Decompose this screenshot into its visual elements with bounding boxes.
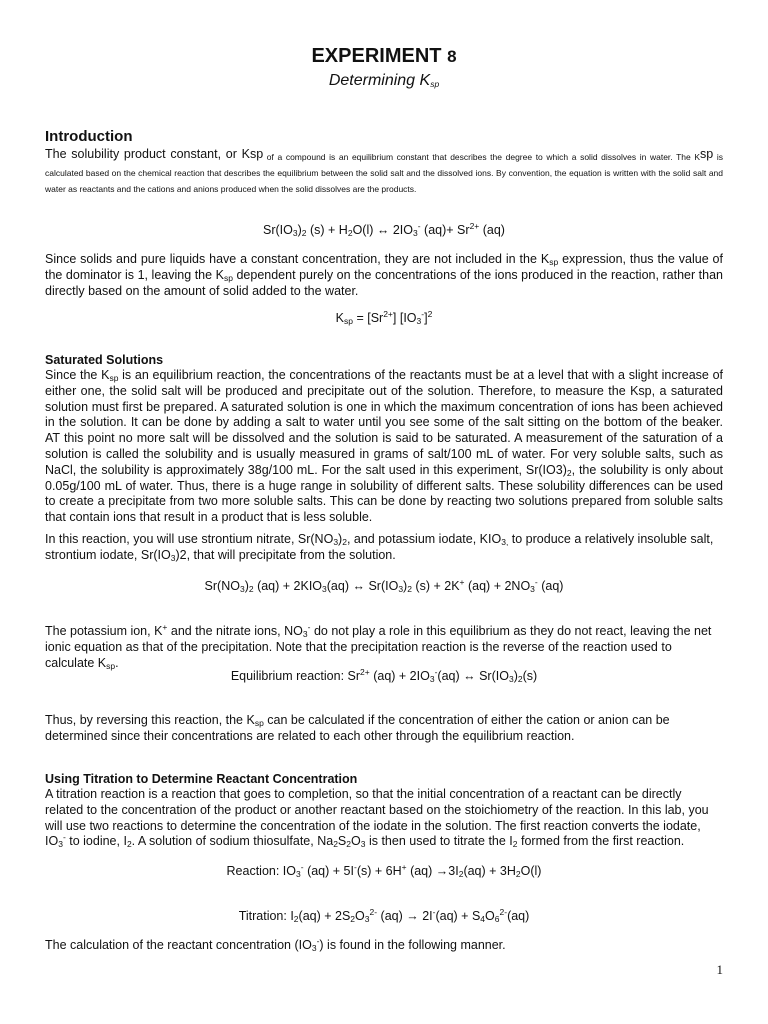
intro-paragraph-1: The solubility product constant, or Ksp $_{of a compound is an equilibrium constant that describes the degree to which a solid dissolves in water. The K}$sp $_{is calculated based on the chemical reaction that describes the equilibrium between the solid salt and the dissolved ions. By convention, the equation is written with the solid salt and water as reactants and the cations and anions produced when the solid dissolves are the products.}$ [45, 147, 724, 194]
saturated-paragraph-2: In this reaction, you will use strontium nitrate, $Sr(NO_3)_2$, and potassium iodate, $KIO_{3,}$ to produce a relatively insoluble salt, strontium iodate, $Sr(IO_3)2$, that will precipitate from the solution. [45, 532, 714, 563]
page-subtitle: Determining $K_{sp}$ [328, 72, 440, 89]
equilibrium-reaction: Equilibrium reaction: $Sr^{2+}$ $(aq) + 2IO_3^-(aq)$ ↔ $Sr(IO_3)_2(s)$ [230, 667, 538, 684]
saturated-paragraph-4: Thus, by reversing this reaction, the $K_{sp}$ can be calculated if the concentration of either the cation or anion can be determined since their concentrations are related to each other through the equilibrium reaction. [45, 713, 670, 743]
section-heading-introduction: Introduction [45, 128, 133, 145]
titration-paragraph-1: A titration reaction is a reaction that goes to completion, so that the initial concentration of a reactant can be directly related to the concentration of the product or another reactant based on the stoichiometry of the reaction. In this lab, you will use two reactions to determine the concentration of the iodate in the solution. The first reaction converts the iodate, $IO_3^-$ to iodine, $I_2$. A solution of sodium thiosulfate, $Na_2S_2O_3$ is then used to titrate the $I_2$ formed from the first reaction. [45, 787, 709, 850]
section-heading-titration: Using Titration to Determine Reactant Concentration [45, 772, 358, 786]
iodate-reaction: Reaction: $IO_3^-$ (aq) + 5I-(s) + 6H+ $(aq) \to 3I_2(aq) + 3H_2O(l)$ [226, 862, 542, 879]
titration-paragraph-2: The calculation of the reactant concentration $(IO_3^-)$ is found in the following manner. [45, 936, 506, 953]
page-number: 1 [716, 962, 723, 977]
saturated-paragraph-3: The potassium ion, K+ and the nitrate ions, $NO_3^-$ do not play a role in this equilibrium as they do not react, leaving the net ionic equation as that of the precipitation. Note that the precipitation reaction is the reverse of the reaction used to calculate $K_{sp}$. [45, 622, 712, 671]
section-heading-saturated-solutions: Saturated Solutions [45, 353, 164, 367]
ksp-expression: $K_{sp} = [Sr^{2+}]$ $[IO_3^-]^2$ [335, 309, 433, 326]
intro-paragraph-2: Since solids and pure liquids have a constant concentration, they are not included in the $K_{sp}$ expression, thus the value of the dominator is 1, leaving the $K_{sp}$ dependent purely on the concentrations of the ions produced in the reaction, rather than directly based on the amount of solid added to the water. [45, 252, 724, 298]
precipitation-equation: $Sr(NO_3)_2$ $(aq) + 2KIO_3(aq)$ ↔ $Sr(IO_3)_2$ (s) + 2K+ $(aq) + 2NO_3^-$ (aq) [204, 577, 564, 594]
document-page [45, 0, 723, 1024]
dissolution-equation: $Sr(IO_3)_2$ $(s) + H_2O(l)$ ↔ $2IO_3^-$ $(aq)+ Sr^{2+}$ (aq) [263, 221, 505, 238]
page-title: EXPERIMENT 8 [311, 45, 457, 67]
saturated-paragraph-1: Since the $K_{sp}$ is an equilibrium reaction, the concentrations of the reactants must be at a level that with a slight increase of either one, the solid salt will be produced and precipitate out of the solution. Therefore, to measure the Ksp, a saturated solution must first be prepared. A saturated solution is one in which the maximum concentration of ions has been achieved in the solution. It can be done by adding a salt to water until you see some of the salt sitting on the bottom of the beaker. AT this point no more salt will be dissolved and the solution is said to be saturated. A measurement of the saturation of a solution is called the solubility and is usually measured in grams of salt/100 mL of water. For very soluble salts, such as NaCl, the solubility is approximately 38g/100 mL. For the salt used in this experiment, $Sr(IO3)_2$, the solubility is only about 0.05g/100 mL of water. Thus, there is a huge range in solubility of different salts. These solubility differences can be used to create a precipitate from two more soluble salts. This can be done by reacting two solutions prepared from soluble salts that contain ions that result in a product that is less soluble. [45, 368, 724, 525]
titration-equation: Titration: $I_2(aq) + 2S_2O_3^{2-}$ $(aq) \to 2I^-(aq) + S_4O_6^{2-}(aq)$ [238, 907, 530, 924]
